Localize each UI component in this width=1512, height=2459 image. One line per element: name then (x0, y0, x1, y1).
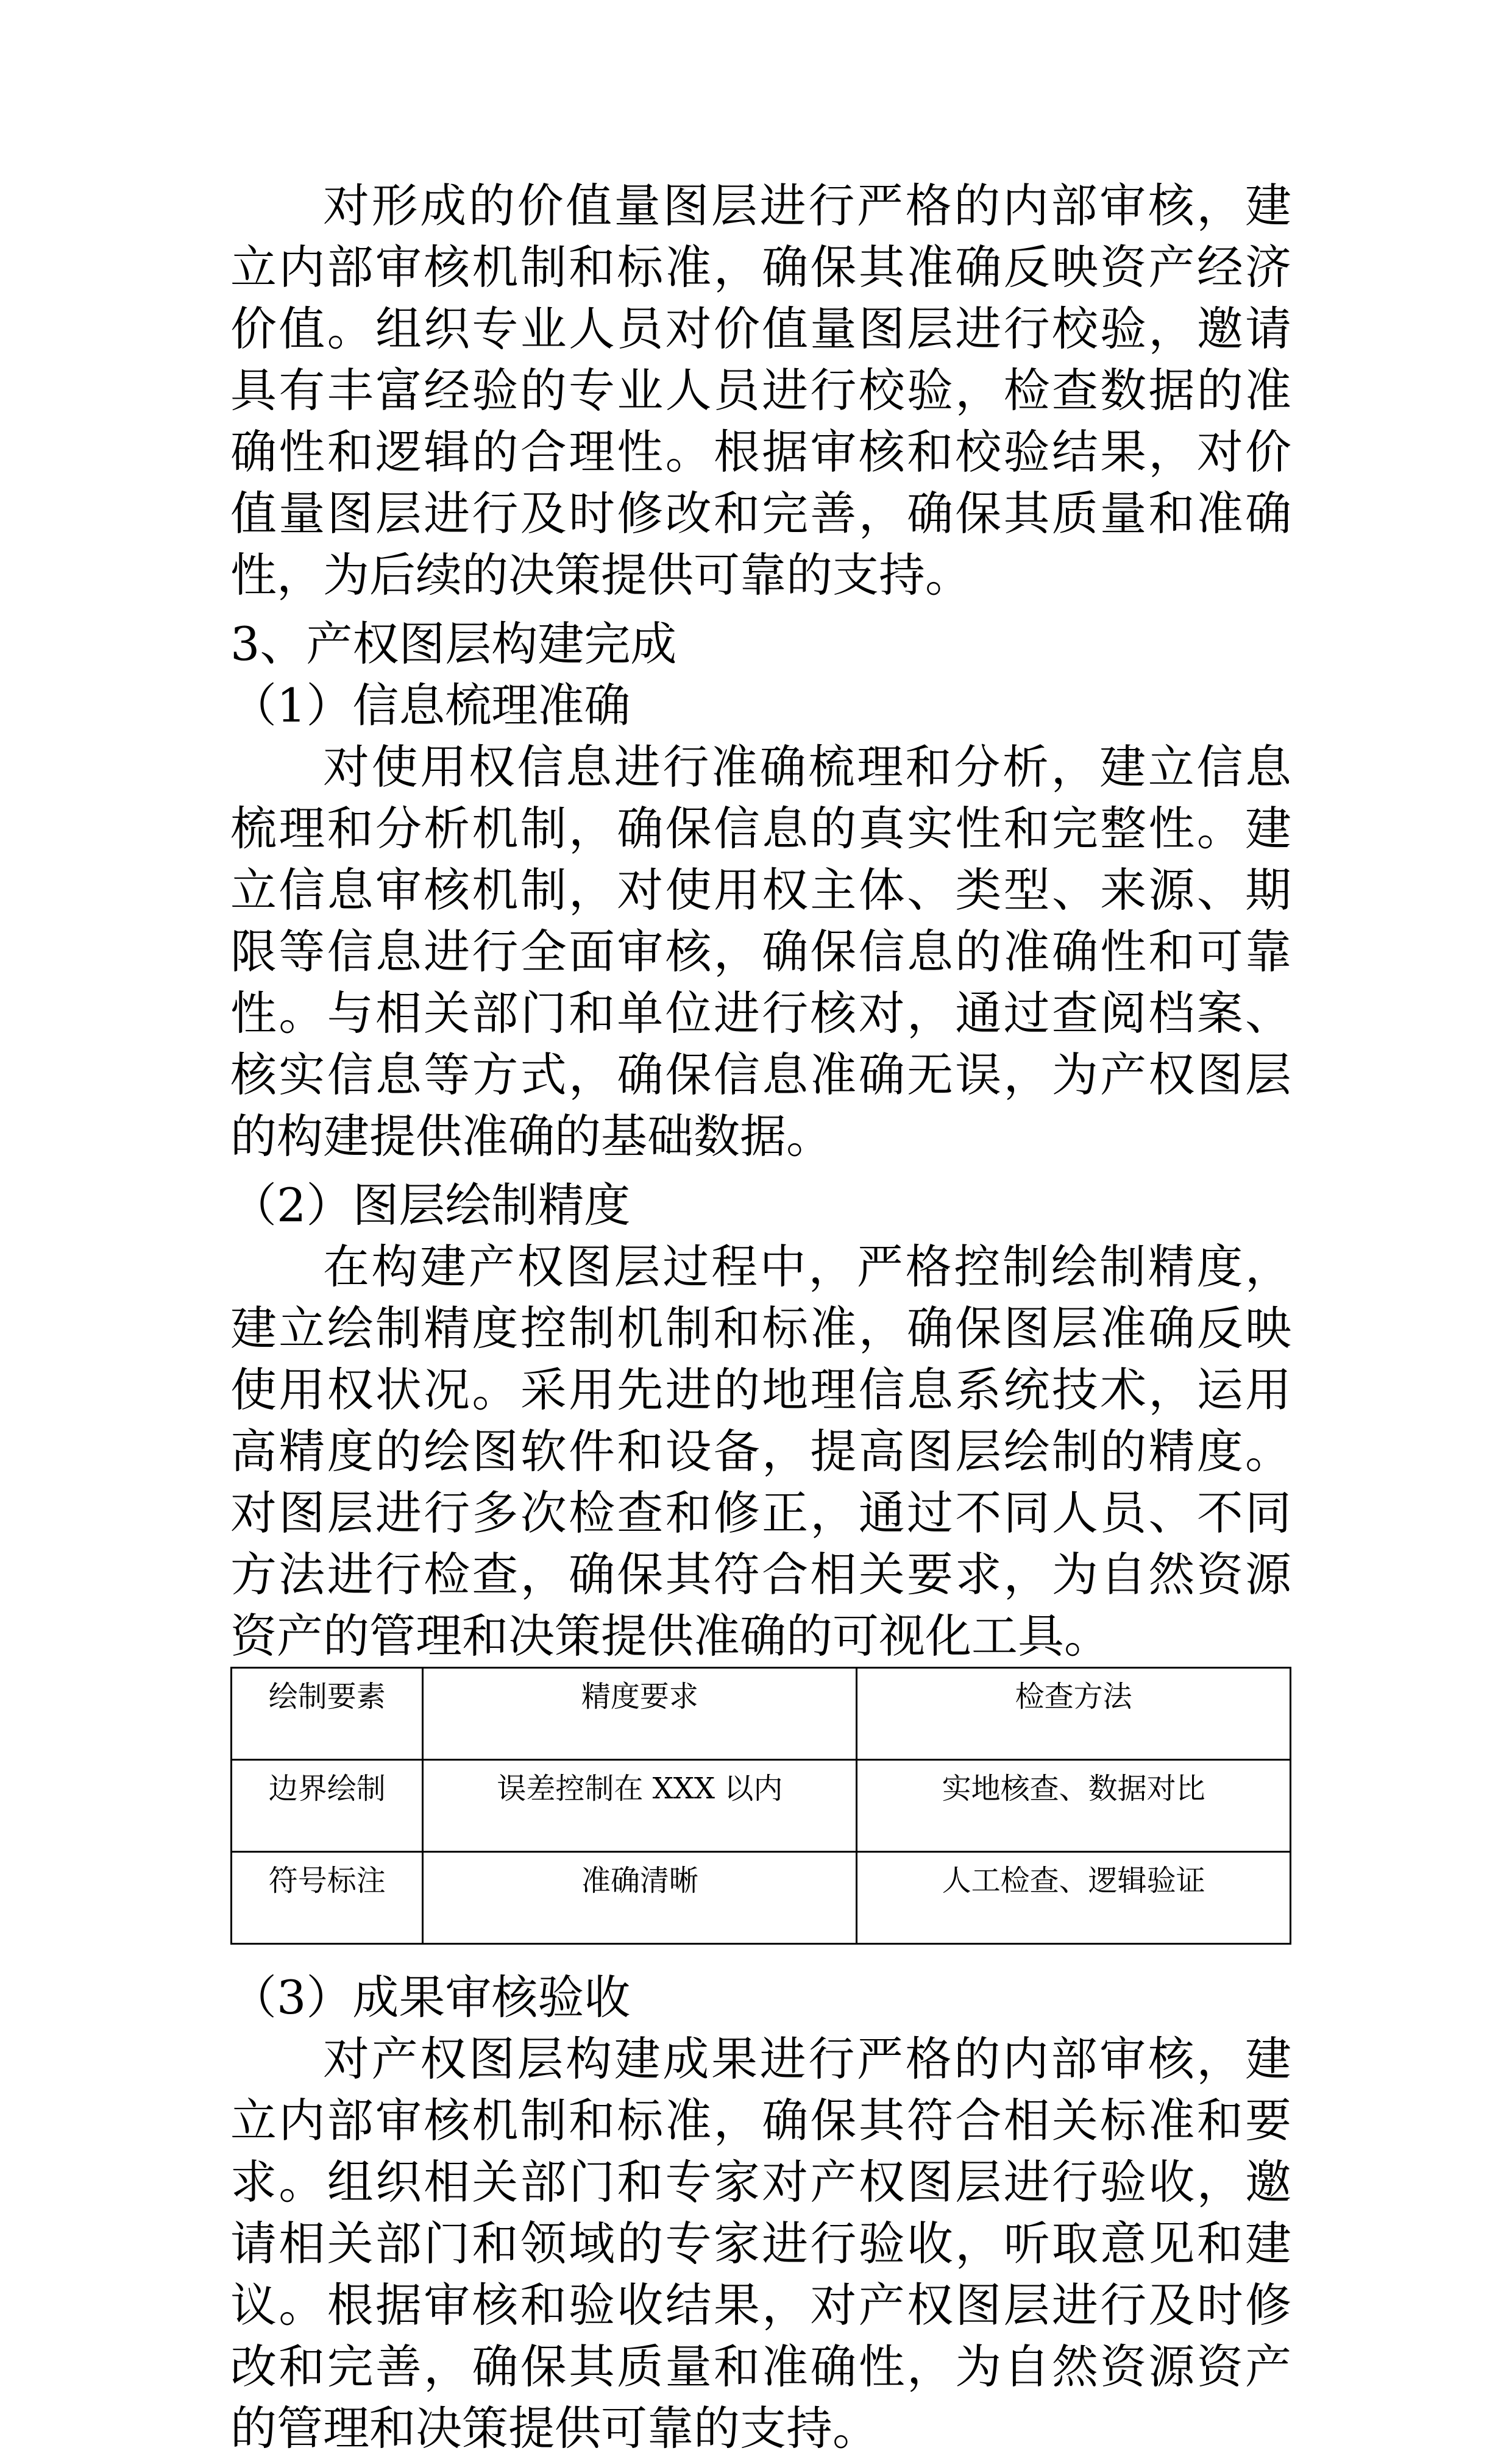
table-header-row (232, 1668, 1291, 1760)
table-row (232, 1760, 1291, 1852)
paragraph-value-layer-review: 对形成的价值量图层进行严格的内部审核，建立内部审核机制和标准，确保其准确反映资产经济价值。组织专业人员对价值量图层进行校验，邀请具有丰富经验的专业人员进行校验，检查数据的准确性和逻辑的合理性。根据审核和校验结果，对价值量图层进行及时修改和完善，确保其质量和准确性，为后续的决策提供可靠的支持。 (230, 179, 1291, 602)
subheading-info-sorting: （1）信息梳理准确 (230, 678, 631, 733)
paragraph-info-sorting: 对使用权信息进行准确梳理和分析，建立信息梳理和分析机制，确保信息的真实性和完整性。建立信息审核机制，对使用权主体、类型、来源、期限等信息进行全面审核，确保信息的准确性和可靠性。与相关部门和单位进行核对，通过查阅档案、核实信息等方式，确保信息准确无误，为产权图层的构建提供准确的基础数据。 (230, 740, 1291, 1163)
table-cell: 误差控制在 XXX 以内 (423, 1760, 857, 1852)
table-cell: 符号标注 (232, 1852, 423, 1944)
subheading-drawing-precision: （2）图层绘制精度 (230, 1178, 631, 1232)
table-header-cell: 精度要求 (423, 1668, 857, 1760)
paragraph-drawing-precision: 在构建产权图层过程中，严格控制绘制精度，建立绘制精度控制机制和标准，确保图层准确反映使用权状况。采用先进的地理信息系统技术，运用高精度的绘图软件和设备，提高图层绘制的精度。对图层进行多次检查和修正，通过不同人员、不同方法进行检查，确保其符合相关要求，为自然资源资产的管理和决策提供准确的可视化工具。 (230, 1240, 1291, 1663)
table-header-cell: 绘制要素 (232, 1668, 423, 1760)
table-cell: 准确清晰 (423, 1852, 857, 1944)
table-header-cell: 检查方法 (857, 1668, 1291, 1760)
table-cell: 边界绘制 (232, 1760, 423, 1852)
subheading-result-review: （3）成果审核验收 (230, 1970, 631, 2024)
paragraph-result-review: 对产权图层构建成果进行严格的内部审核，建立内部审核机制和标准，确保其符合相关标准和要求。组织相关部门和专家对产权图层进行验收，邀请相关部门和领域的专家进行验收，听取意见和建议。根据审核和验收结果，对产权图层进行及时修改和完善，确保其质量和准确性，为自然资源资产的管理和决策提供可靠的支持。 (230, 2032, 1291, 2455)
table-row (232, 1852, 1291, 1944)
precision-table (230, 1667, 1291, 1945)
table-cell: 人工检查、逻辑验证 (857, 1852, 1291, 1944)
section-heading-property-layer: 3、产权图层构建完成 (230, 617, 677, 671)
table-cell: 实地核查、数据对比 (857, 1760, 1291, 1852)
